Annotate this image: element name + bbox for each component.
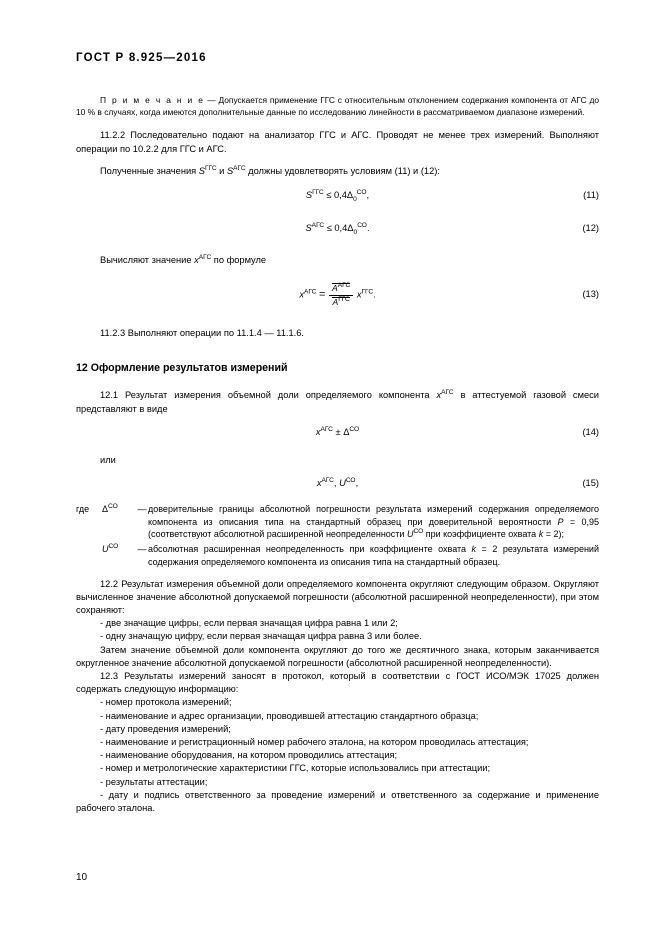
note-paragraph (76, 94, 599, 118)
note-text: — Допускается применение ГГС с относительным отклонением содержания компонента от АГС до 10 % в случаях, когда имеются дополнительные данные по исследованию линейности в рассматриваемом диапазоне измерений. (76, 95, 599, 118)
symbol-s-ggs: S (198, 165, 205, 176)
bullets-12-3 (76, 696, 599, 815)
definition-row (76, 543, 599, 569)
formula-12 (76, 223, 599, 238)
list-item: - дату и подпись ответственного за проведение измерений и ответственного за содержание и применение рабочего эталона. (76, 789, 599, 813)
formula-15-number: (15) (582, 477, 599, 488)
page-header (76, 52, 599, 64)
list-item: - наименование оборудования, на котором проводились аттестация; (100, 750, 398, 761)
formula-11-body: $S^{ГГС} \le 0,4\Delta_0^{СО}$, (305, 188, 370, 203)
paragraph-calc-x: Вычисляют значение $x^{АГС}$ по формуле (100, 253, 267, 265)
values-pre: Полученные значения (100, 165, 199, 176)
page-number: 10 (76, 872, 88, 883)
formula-13-body: $x^{АГС}$ = $\frac{A^{АГС}}{A^{ГГС}}$ $x^{ГГС}$. (299, 282, 376, 307)
definition-row (76, 503, 599, 541)
bullet-item: - одну значащую цифру, если первая значащая цифра равна 3 или более. (100, 631, 422, 642)
formula-13 (76, 283, 599, 309)
paragraph-12-2: 12.2 Результат измерения объемной доли определяемого компонента округляют следующим образом. Округляют вычисленное значение абсолютной допускаемой погрешности (абсолютной расширенной неопределенности), при этом сохраняют: (76, 578, 599, 616)
list-item: - номер протокола измерений; (100, 697, 232, 708)
formula-11-number: (11) (583, 189, 599, 200)
paragraph-11-2-2-values: Полученные значения $S^{ГГС}$ и $S^{АГС}$ должны удовлетворять условиям (11) и (12): (100, 164, 440, 176)
symbol-s-ags: S (226, 165, 234, 176)
definition-term-delta: $\Delta^{СО}$ (102, 502, 118, 514)
values-post: должны удовлетворять условиям (11) и (12): (245, 165, 440, 176)
formula-14-body: $x^{АГС} \pm \Delta^{СО}$ (315, 425, 360, 437)
paragraph-12-1: 12.1 Результат измерения объемной доли определяемого компонента $x^{АГС}$ в аттестуемой газовой смеси представляют в виде (76, 389, 599, 414)
list-item: - номер и метрологические характеристики ГГС, которые использовались при аттестации; (100, 763, 491, 774)
note-label: П р и м е ч а н и е (100, 95, 205, 105)
list-item: - наименование и регистрационный номер рабочего эталона, на котором проводилась аттестация; (100, 736, 529, 747)
definition-lead: где (76, 503, 90, 514)
definition-text-u: абсолютная расширенная неопределенность при коэффициенте охвата k = 2 результата измерений содержания определяемого компонента из описания типа на стандартный образец. (148, 544, 599, 567)
section-heading-12: 12 Оформление результатов измерений (76, 362, 288, 375)
definition-dash: — (137, 503, 147, 514)
definition-text-delta: доверительные границы абсолютной погрешности результата измерений содержания определяемого компонента из описания типа на стандартный образец при доверительной вероятности P = 0,95 (соответствуют абсолютной расширенной неопределенности $U^{СО}$ при коэффициенте охвата k = 2); (148, 503, 599, 540)
formula-15-body: $x^{АГС}$, $U^{СО}$, (316, 476, 359, 488)
header-text: ГОСТ Р 8.925—2016 (76, 52, 207, 64)
bullets-12-2 (76, 617, 599, 643)
fraction: $\frac{A^{АГС}}{A^{ГГС}}$ (329, 283, 353, 307)
formula-11 (76, 190, 599, 205)
paragraph-11-2-2: 11.2.2 Последовательно подают на анализатор ГГС и АГС. Проводят не менее трех измерений. Выполняют операции по 10.2.2 для ГГС и АГС. (76, 130, 599, 154)
formula-14-number: (14) (582, 426, 599, 437)
formula-12-body: $S^{АГС} \le 0,4\Delta_0^{СО}$. (305, 221, 370, 236)
formula-13-number: (13) (582, 289, 599, 300)
definition-dash: — (137, 544, 147, 555)
paragraph-11-2-3: 11.2.3 Выполняют операции по 11.1.4 — 11.1.6. (100, 328, 304, 339)
list-item: - дату проведения измерений; (100, 723, 231, 734)
definitions-list (76, 503, 599, 569)
list-item: - наименование и адрес организации, проводившей аттестацию стандартного образца; (100, 710, 479, 721)
bullet-item: - две значащие цифры, если первая значащая цифра равна 1 или 2; (100, 618, 398, 629)
formula-15 (76, 478, 599, 493)
list-item: - результаты аттестации; (100, 776, 208, 787)
paragraph-12-2-tail: Затем значение объемной доли компонента округляют до того же десятичного знака, которым заканчивается округленное значение абсолютной допускаемой погрешности (абсолютной расширенной неопределенности). (76, 644, 599, 668)
formula-12-number: (12) (582, 222, 599, 233)
definition-term-u: $U^{СО}$ (102, 543, 119, 555)
paragraph-or: или (100, 454, 116, 465)
paragraph-12-3: 12.3 Результаты измерений заносят в протокол, который в соответствии с ГОСТ ИСО/МЭК 17025 должен содержать следующую информацию: (76, 671, 599, 695)
formula-14 (76, 427, 599, 442)
